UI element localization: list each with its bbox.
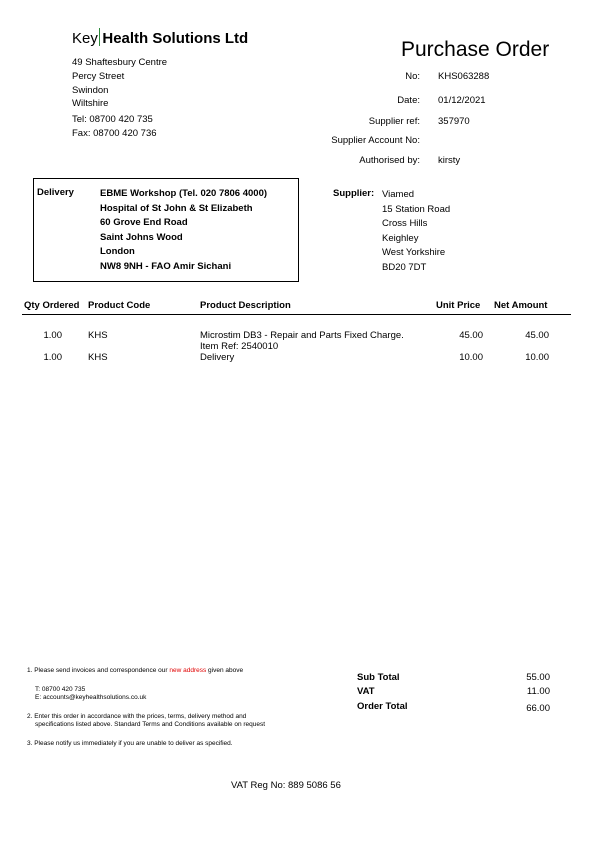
delivery-address	[100, 187, 267, 274]
date-value: 01/12/2021	[438, 95, 486, 106]
vat-value: 11.00	[526, 686, 550, 697]
company-address	[72, 56, 167, 141]
row-qty: 1.00	[43, 352, 62, 363]
note-3: 3. Please notify us immediately if you are unable to deliver as specified.	[27, 740, 233, 747]
supplier-line: 15 Station Road	[382, 203, 451, 215]
row-qty: 1.00	[43, 330, 62, 341]
contact-email: E: accounts@keyhealthsolutions.co.uk	[35, 694, 147, 701]
supplier-address	[382, 188, 450, 275]
supplier-label: Supplier:	[333, 188, 375, 199]
note-2-line-1: 2. Enter this order in accordance with the prices, terms, delivery method and	[27, 713, 247, 720]
date-label: Date:	[397, 95, 420, 106]
delivery-line: Saint Johns Wood	[100, 231, 183, 243]
address-line: Percy Street	[72, 70, 125, 82]
row-unit: 10.00	[459, 352, 483, 363]
vat-reg-number: VAT Reg No: 889 5086 56	[231, 780, 341, 791]
delivery-line: Hospital of St John & St Elizabeth	[100, 202, 253, 214]
logo-divider	[99, 28, 101, 46]
delivery-line: EBME Workshop (Tel. 020 7806 4000)	[100, 188, 268, 199]
row-net: 10.00	[525, 352, 549, 363]
document-title: Purchase Order	[401, 38, 550, 61]
logo-company-name: Health Solutions Ltd	[102, 30, 249, 47]
supplier-line: Cross Hills	[382, 218, 428, 229]
vat-label: VAT	[357, 686, 375, 697]
order-no-value: KHS063288	[438, 71, 490, 82]
row-code: KHS	[88, 330, 108, 341]
supplier-account-label: Supplier Account No:	[331, 135, 420, 146]
company-tel: Tel: 08700 420 735	[72, 114, 153, 126]
supplier-line: Keighley	[382, 232, 419, 244]
delivery-line: NW8 9NH - FAO Amir Sichani	[100, 260, 232, 272]
table-header-rule	[22, 314, 571, 315]
note-1-text-end: given above	[206, 667, 244, 674]
order-no-label: No:	[405, 71, 420, 82]
supplier-ref-label: Supplier ref:	[368, 116, 420, 127]
header-qty: Qty Ordered	[24, 300, 80, 311]
header-code: Product Code	[88, 300, 151, 311]
row-desc: Microstim DB3 - Repair and Parts Fixed Charge.	[200, 330, 404, 341]
row-unit: 45.00	[459, 330, 483, 341]
delivery-label: Delivery	[37, 187, 74, 198]
row-code: KHS	[88, 352, 108, 363]
subtotal-value: 55.00	[526, 672, 550, 683]
address-line: Swindon	[72, 84, 109, 96]
row-desc-ref: Item Ref: 2540010	[200, 341, 279, 352]
note-1	[27, 667, 243, 676]
company-logo	[72, 28, 248, 47]
address-line: Wiltshire	[72, 98, 109, 110]
supplier-ref-value: 357970	[438, 116, 470, 127]
authorised-by-value: kirsty	[438, 155, 461, 166]
contact-tel: T: 08700 420 735	[35, 686, 86, 693]
authorised-by-label: Authorised by:	[359, 155, 420, 166]
header-desc: Product Description	[200, 300, 291, 311]
supplier-line: BD20 7DT	[382, 261, 427, 273]
supplier-line: Viamed	[382, 189, 415, 200]
order-total-label: Order Total	[357, 701, 408, 712]
supplier-line: West Yorkshire	[382, 247, 446, 258]
row-desc: Delivery	[200, 352, 235, 363]
company-fax: Fax: 08700 420 736	[72, 127, 157, 139]
header-net: Net Amount	[494, 300, 548, 311]
note-1-highlight: new address	[169, 667, 207, 674]
order-total-value: 66.00	[526, 703, 550, 714]
row-net: 45.00	[525, 330, 549, 341]
address-line: 49 Shaftesbury Centre	[72, 57, 168, 68]
delivery-line: London	[100, 246, 135, 257]
note-2-line-2: specifications listed above. Standard Terms and Conditions available on request	[35, 721, 266, 728]
delivery-line: 60 Grove End Road	[100, 217, 188, 228]
subtotal-label: Sub Total	[357, 672, 400, 683]
logo-key-text: Key	[72, 30, 98, 47]
note-1-text: 1. Please send invoices and correspondence our	[27, 667, 170, 674]
header-unit: Unit Price	[436, 300, 481, 311]
